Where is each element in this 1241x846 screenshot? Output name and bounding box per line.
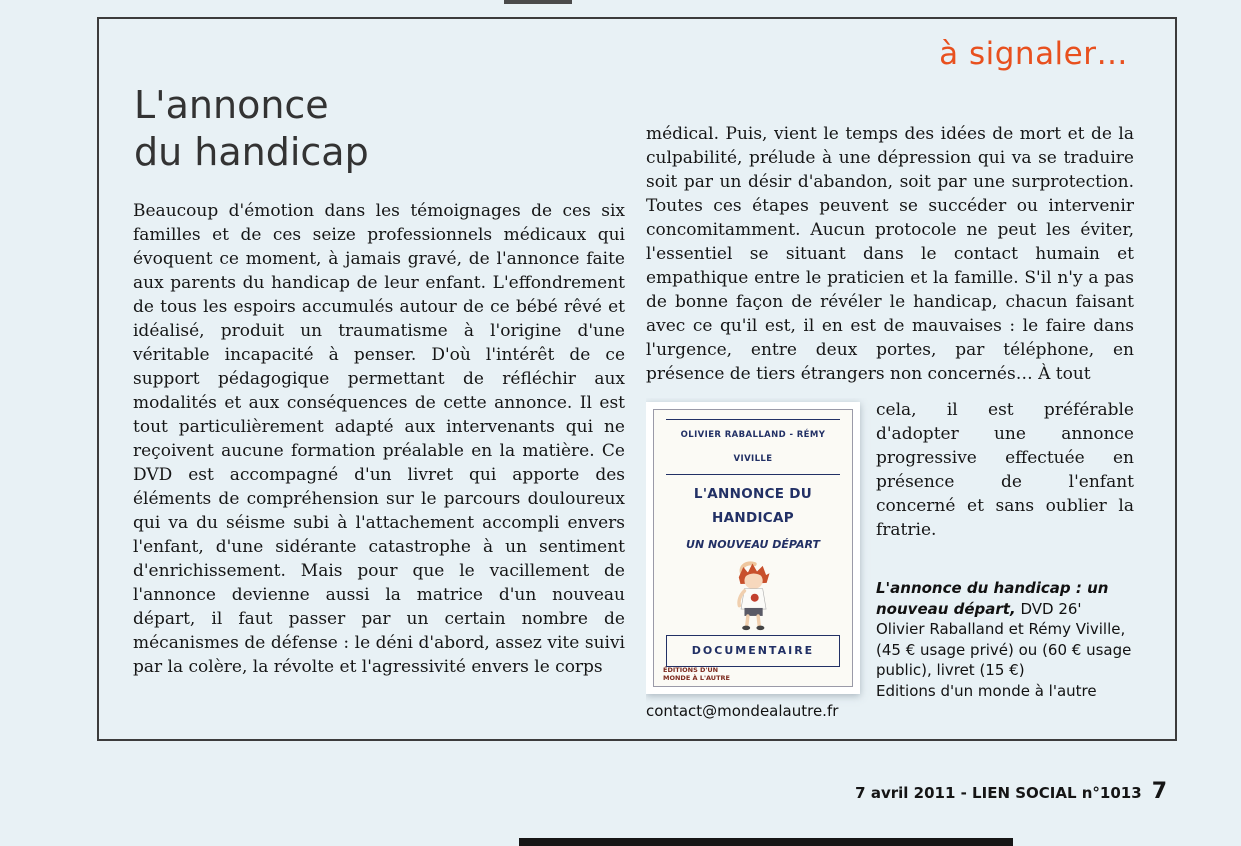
dvd-cover-image [646, 402, 860, 694]
article-left-column: Beaucoup d'émotion dans les témoignages de ces six familles et de ces seize professionnels médicaux qui évoquent ce moment, à jamais gravé, de l'annonce faite aux parents du handicap de leur enfant. L'effondrement de tous les espoirs accumulés autour de ce bébé rêvé et idéalisé, produit un traumatisme à l'origine d'une véritable incapacité à penser. D'où l'intérêt de ce support pédagogique permettant de réfléchir aux modalités et aux conséquences de cette annonce. Il est tout particulièrement adapté aux intervenants qui ne reçoivent aucune formation préalable en la matière. Ce DVD est accompagné d'un livret qui apporte des éléments de compréhension sur le parcours douloureux qui va du séisme subi à l'attachement accompli envers l'enfant, d'une sidérante catastrophe à un sentiment d'enrichissement. Mais pour que le vacillement de l'annonce devienne aussi la matrice d'un nouveau départ, il faut passer par un certain nombre de mécanismes de défense : le déni d'abord, assez vite suivi par la colère, la révolte et l'agressivité envers le corps [133, 201, 625, 677]
scan-artifact-bottom [519, 838, 1013, 846]
dvd-publisher-logo: ÉDITIONS D'UN MONDE À L'AUTRE [663, 666, 730, 682]
section-label: à signaler… [939, 36, 1128, 72]
right-column-paragraph: médical. Puis, vient le temps des idées de mort et de la culpabilité, prélude à une dépression qui va se traduire soit par un désir d'abandon, soit par une surprotection. Toutes ces étapes peuvent se succéder ou intervenir concomitamment. Aucun protocole ne peut les éviter, l'essentiel se situant dans le contact humain et empathique entre le praticien et la famille. S'il n'y a pas de bonne façon de révéler le handicap, chacun faisant avec ce qu'il est, il en est de mauvaises : le faire dans l'urgence, entre deux portes, par téléphone, en présence de tiers étrangers non concernés… À tout [646, 124, 1134, 384]
dvd-cover [653, 409, 853, 687]
article-title-line2: du handicap [134, 130, 369, 174]
footer-issue-info: 7 avril 2011 - LIEN SOCIAL n°1013 [855, 784, 1142, 802]
dvd-subtitle: UN NOUVEAU DÉPART [686, 538, 820, 551]
article-title-line1: L'annonce [134, 83, 329, 127]
article-title [134, 82, 369, 176]
caption-title: L'annonce du handicap : un nouveau départ, [876, 579, 1109, 618]
article-right-column [646, 122, 1134, 722]
page-footer [855, 779, 1167, 804]
right-column-wrap-text: cela, il est préférable d'adopter une annonce progressive effectuée en présence de l'enfant concerné et sans oublier la fratrie. [876, 400, 1134, 540]
footer-page-number: 7 [1151, 779, 1167, 804]
caption-publisher: Editions d'un monde à l'autre [876, 681, 1097, 700]
dvd-cover-illustration [698, 559, 808, 633]
caption-contact-email: contact@mondealautre.fr [646, 702, 839, 720]
right-column-bottom [646, 398, 1134, 722]
dvd-authors: OLIVIER RABALLAND - RÉMY VIVILLE [666, 419, 840, 475]
dvd-title: L'ANNONCE DU HANDICAP [693, 486, 813, 526]
caption-details: DVD 26' Olivier Raballand et Rémy Viville, (45 € usage privé) ou (60 € usage public), livret (15 €) [876, 599, 1132, 679]
scan-artifact-top [504, 0, 572, 4]
dvd-genre-label: DOCUMENTAIRE [666, 635, 840, 667]
